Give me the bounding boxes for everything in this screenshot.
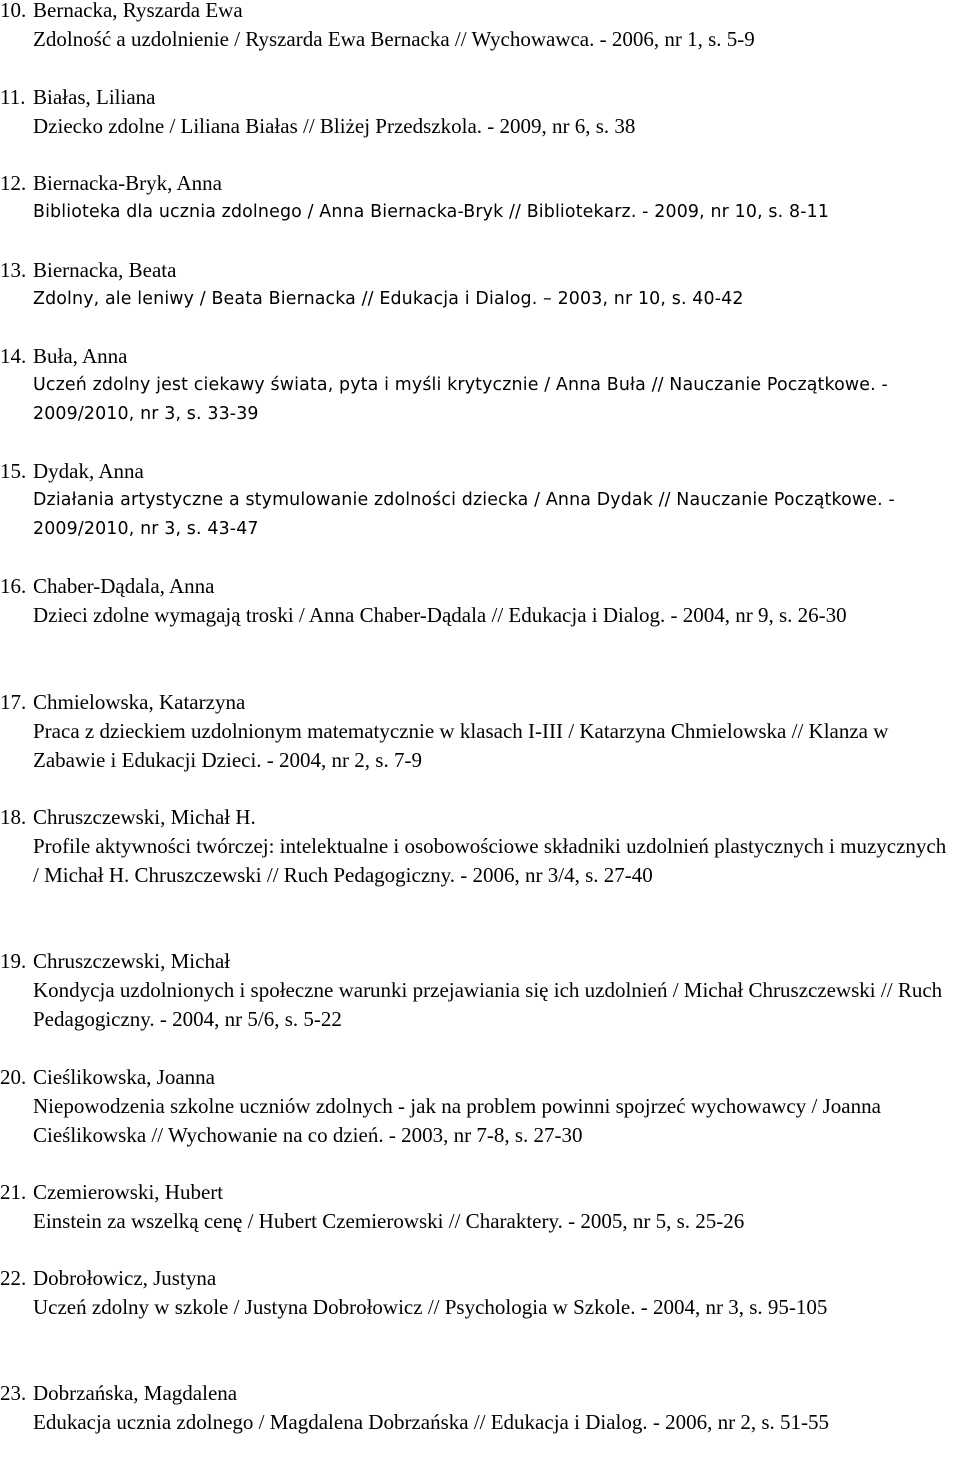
entry-number: 15. [0, 459, 27, 483]
entry-title: Biblioteka dla ucznia zdolnego / Anna Biernacka-Bryk // Bibliotekarz. - 2009, nr 10, s. 8-11 [33, 201, 830, 222]
bibliography-entry [0, 1178, 960, 1236]
entry-heading [0, 688, 960, 717]
entry-author: Białas, Liliana [33, 85, 156, 109]
bibliography-entry [0, 1379, 960, 1437]
entry-title: Kondycja uzdolnionych i społeczne warunki przejawiania się ich uzdolnień / Michał Chruszczewski // Ruch Pedagogiczny. - 2004, nr 5/6, s. 5-22 [33, 977, 943, 1031]
entry-author: Bernacka, Ryszarda Ewa [33, 0, 243, 22]
entry-title: Niepowodzenia szkolne uczniów zdolnych - jak na problem powinni spojrzeć wychowawcy / Joanna Cieślikowska // Wychowanie na co dzień. - 2003, nr 7-8, s. 27-30 [33, 1093, 881, 1147]
bibliography-entry [0, 1264, 960, 1322]
entry-heading [0, 256, 960, 285]
bibliography-entry [0, 688, 960, 774]
entry-number: 18. [0, 805, 27, 829]
entry-heading [0, 1178, 960, 1207]
entry-heading [0, 572, 960, 601]
entry-number: 16. [0, 574, 27, 598]
entry-title: Uczeń zdolny w szkole / Justyna Dobrołowicz // Psychologia w Szkole. - 2004, nr 3, s. 95-105 [33, 1294, 828, 1319]
bibliography-entry [0, 572, 960, 630]
entry-title: Zdolny, ale leniwy / Beata Biernacka // Edukacja i Dialog. – 2003, nr 10, s. 40-42 [33, 288, 744, 309]
bibliography-entry [0, 803, 960, 889]
entry-number: 13. [0, 258, 27, 282]
entry-number: 23. [0, 1381, 27, 1405]
entry-heading [0, 1264, 960, 1293]
entry-author: Biernacka-Bryk, Anna [33, 171, 222, 195]
entry-author: Biernacka, Beata [33, 258, 177, 282]
entry-author: Chruszczewski, Michał H. [33, 805, 256, 829]
bibliography-entry [0, 0, 960, 54]
entry-author: Cieślikowska, Joanna [33, 1065, 215, 1089]
bibliography-entry [0, 457, 960, 543]
entry-title: Dzieci zdolne wymagają troski / Anna Chaber-Dądala // Edukacja i Dialog. - 2004, nr 9, s. 26-30 [33, 602, 847, 627]
entry-number: 22. [0, 1266, 27, 1290]
entry-heading [0, 83, 960, 112]
entry-number: 21. [0, 1180, 27, 1204]
bibliography-entry [0, 947, 960, 1033]
entry-number: 10. [0, 0, 27, 22]
entry-title: Edukacja ucznia zdolnego / Magdalena Dobrzańska // Edukacja i Dialog. - 2006, nr 2, s. 51-55 [33, 1409, 830, 1434]
entry-number: 14. [0, 344, 27, 368]
entry-author: Buła, Anna [33, 344, 128, 368]
entry-number: 11. [0, 85, 26, 109]
entry-heading [0, 947, 960, 976]
entry-title: Profile aktywności twórczej: intelektualne i osobowościowe składniki uzdolnień plastycznych i muzycznych / Michał H. Chruszczewski // Ruch Pedagogiczny. - 2006, nr 3/4, s. 27-40 [33, 833, 947, 887]
entry-title: Działania artystyczne a stymulowanie zdolności dziecka / Anna Dydak // Nauczanie Początkowe. - 2009/2010, nr 3, s. 43-47 [33, 489, 895, 539]
entry-author: Chmielowska, Katarzyna [33, 690, 246, 714]
entry-author: Dobrzańska, Magdalena [33, 1381, 238, 1405]
entry-title: Praca z dzieckiem uzdolnionym matematycznie w klasach I-III / Katarzyna Chmielowska // Klanza w Zabawie i Edukacji Dzieci. - 2004, nr 2, s. 7-9 [33, 718, 889, 772]
entry-author: Czemierowski, Hubert [33, 1180, 224, 1204]
entry-heading [0, 0, 960, 25]
bibliography-entry [0, 256, 960, 314]
entry-number: 20. [0, 1065, 27, 1089]
bibliography-entry [0, 169, 960, 227]
entry-heading [0, 457, 960, 486]
entry-title: Uczeń zdolny jest ciekawy świata, pyta i myśli krytycznie / Anna Buła // Nauczanie Początkowe. - 2009/2010, nr 3, s. 33-39 [33, 374, 888, 424]
bibliography-entry [0, 1063, 960, 1149]
entry-author: Chruszczewski, Michał [33, 949, 231, 973]
bibliography-entry [0, 83, 960, 141]
entry-number: 12. [0, 171, 27, 195]
entry-author: Dobrołowicz, Justyna [33, 1266, 217, 1290]
entry-title: Zdolność a uzdolnienie / Ryszarda Ewa Bernacka // Wychowawca. - 2006, nr 1, s. 5-9 [33, 26, 755, 51]
entry-heading [0, 1063, 960, 1092]
entry-number: 19. [0, 949, 27, 973]
entry-heading [0, 169, 960, 198]
entry-heading [0, 803, 960, 832]
entry-heading [0, 1379, 960, 1408]
entry-title: Einstein za wszelką cenę / Hubert Czemierowski // Charaktery. - 2005, nr 5, s. 25-26 [33, 1208, 745, 1233]
entry-title: Dziecko zdolne / Liliana Białas // Bliżej Przedszkola. - 2009, nr 6, s. 38 [33, 113, 636, 138]
bibliography-entry [0, 342, 960, 428]
entry-heading [0, 342, 960, 371]
entry-number: 17. [0, 690, 27, 714]
entry-author: Dydak, Anna [33, 459, 144, 483]
entry-author: Chaber-Dądala, Anna [33, 574, 215, 598]
